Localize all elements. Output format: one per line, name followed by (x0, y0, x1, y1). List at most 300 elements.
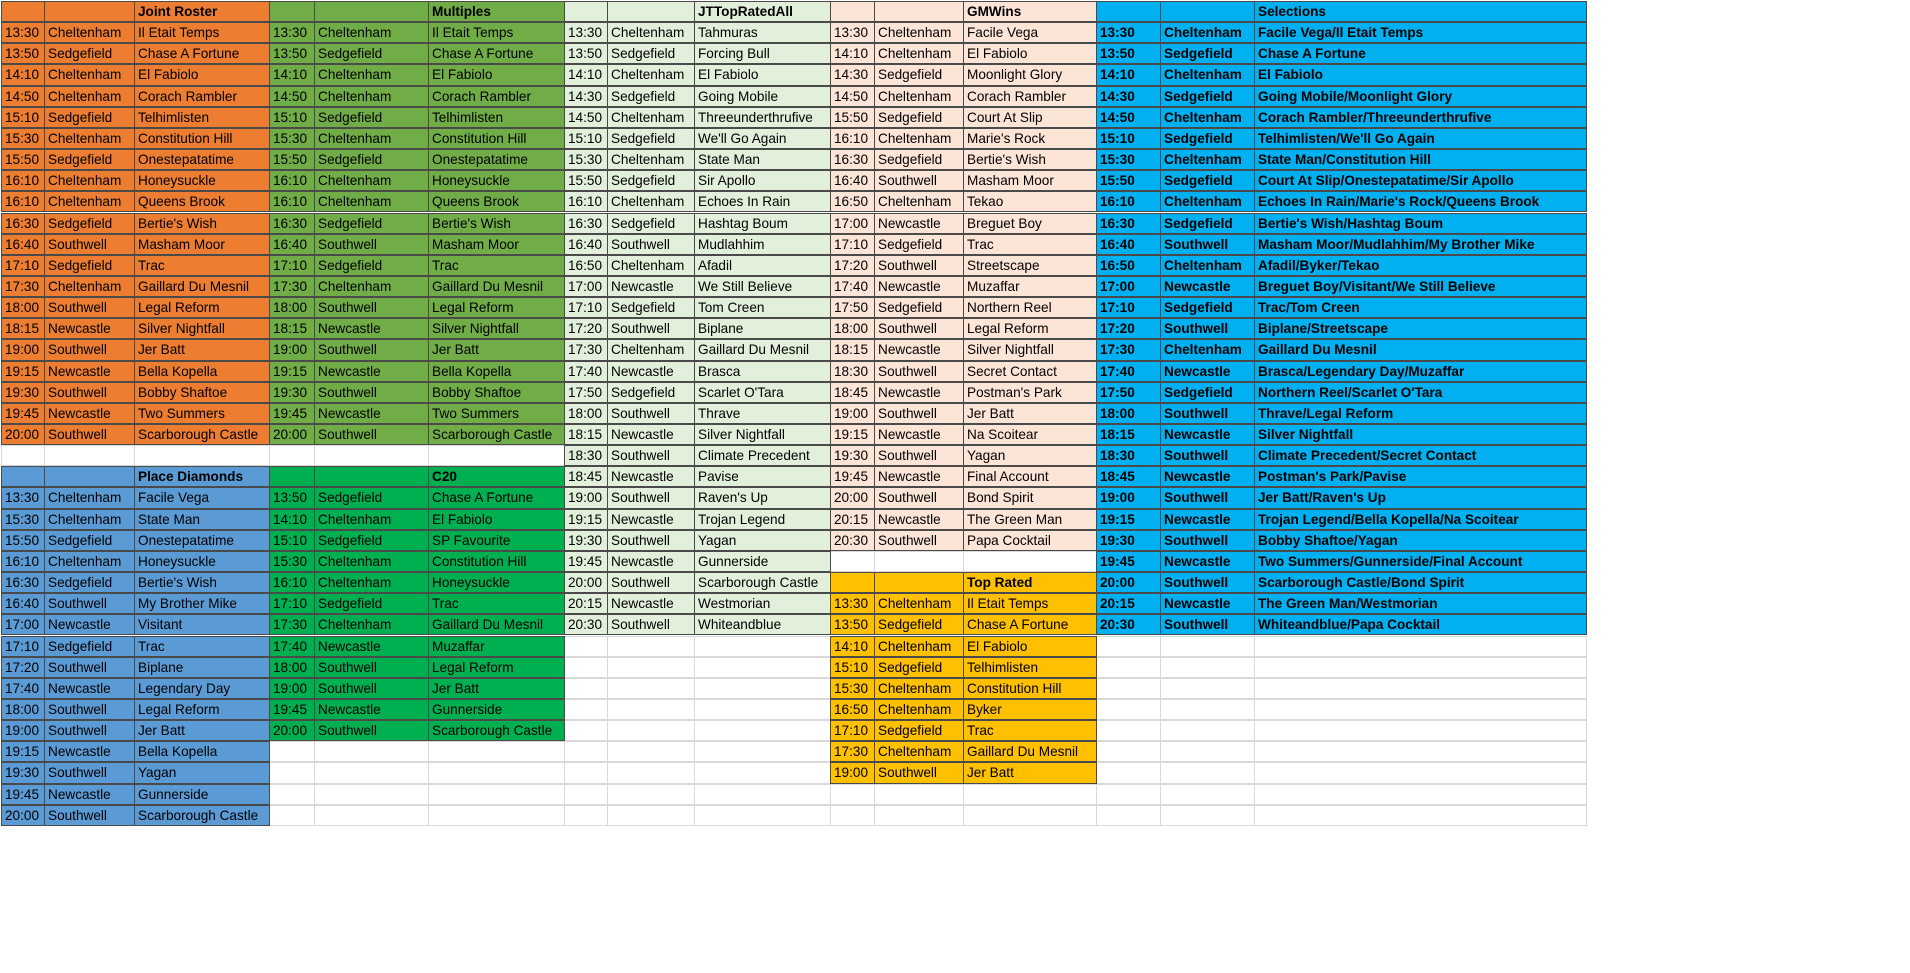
race-time-cell[interactable]: 19:30 (269, 382, 315, 403)
course-cell[interactable]: Cheltenham (607, 339, 695, 360)
course-cell[interactable]: Cheltenham (44, 170, 135, 191)
race-time-cell[interactable]: 18:30 (1096, 445, 1161, 466)
horse-cell[interactable]: Breguet Boy/Visitant/We Still Believe (1254, 276, 1587, 297)
empty-cell[interactable] (564, 784, 608, 805)
race-time-cell[interactable]: 18:00 (564, 403, 608, 424)
horse-cell[interactable]: Onestepatatime (428, 149, 565, 170)
horse-cell[interactable]: Echoes In Rain/Marie's Rock/Queens Brook (1254, 191, 1587, 212)
race-time-cell[interactable]: 20:15 (564, 593, 608, 614)
horse-cell[interactable]: Scarborough Castle (134, 805, 270, 826)
race-time-cell[interactable]: 18:15 (1096, 424, 1161, 445)
horse-cell[interactable]: Masham Moor (134, 234, 270, 255)
horse-cell[interactable]: Northern Reel (963, 297, 1097, 318)
course-cell[interactable]: Cheltenham (874, 191, 964, 212)
race-time-cell[interactable]: 19:30 (564, 530, 608, 551)
course-cell[interactable]: Cheltenham (874, 43, 964, 64)
race-time-cell[interactable]: 18:00 (830, 318, 875, 339)
horse-cell[interactable]: Muzaffar (963, 276, 1097, 297)
race-time-cell[interactable]: 19:45 (269, 699, 315, 720)
table-title[interactable]: Multiples (428, 1, 565, 22)
empty-cell[interactable] (314, 741, 429, 762)
course-cell[interactable]: Sedgefield (314, 43, 429, 64)
race-time-cell[interactable]: 19:30 (830, 445, 875, 466)
course-cell[interactable]: Newcastle (874, 509, 964, 530)
horse-cell[interactable]: Biplane/Streetscape (1254, 318, 1587, 339)
course-cell[interactable]: Cheltenham (1160, 107, 1255, 128)
horse-cell[interactable]: Honeysuckle (428, 170, 565, 191)
race-time-cell[interactable]: 16:10 (1, 170, 45, 191)
course-cell[interactable]: Cheltenham (1160, 22, 1255, 43)
course-cell[interactable]: Sedgefield (314, 213, 429, 234)
empty-cell[interactable] (1096, 805, 1161, 826)
race-time-cell[interactable]: 20:30 (830, 530, 875, 551)
race-time-cell[interactable]: 20:30 (564, 614, 608, 635)
horse-cell[interactable]: Afadil/Byker/Tekao (1254, 255, 1587, 276)
table-title[interactable]: Place Diamonds (134, 466, 270, 487)
empty-cell[interactable] (564, 805, 608, 826)
horse-cell[interactable]: Scarlet O'Tara (694, 382, 831, 403)
empty-cell[interactable] (1096, 741, 1161, 762)
empty-cell[interactable] (1254, 699, 1587, 720)
race-time-cell[interactable]: 16:10 (830, 128, 875, 149)
course-cell[interactable]: Southwell (607, 318, 695, 339)
race-time-cell[interactable]: 18:15 (830, 339, 875, 360)
horse-cell[interactable]: Scarborough Castle (134, 424, 270, 445)
course-cell[interactable]: Newcastle (1160, 276, 1255, 297)
course-cell[interactable]: Newcastle (44, 678, 135, 699)
course-cell[interactable]: Newcastle (44, 318, 135, 339)
horse-cell[interactable]: Honeysuckle (428, 572, 565, 593)
race-time-cell[interactable]: 15:30 (830, 678, 875, 699)
course-cell[interactable]: Sedgefield (874, 64, 964, 85)
empty-cell[interactable] (963, 805, 1097, 826)
empty-cell[interactable] (607, 741, 695, 762)
empty-cell[interactable] (830, 805, 875, 826)
horse-cell[interactable]: Corach Rambler (134, 86, 270, 107)
table-title[interactable]: Selections (1254, 1, 1587, 22)
horse-cell[interactable]: Chase A Fortune (428, 43, 565, 64)
race-time-cell[interactable]: 17:40 (1096, 361, 1161, 382)
race-time-cell[interactable]: 14:50 (830, 86, 875, 107)
empty-cell[interactable] (1160, 720, 1255, 741)
course-cell[interactable]: Newcastle (607, 593, 695, 614)
empty-cell[interactable] (1096, 784, 1161, 805)
empty-cell[interactable] (1, 445, 45, 466)
race-time-cell[interactable]: 18:00 (1096, 403, 1161, 424)
course-cell[interactable]: Southwell (1160, 403, 1255, 424)
empty-cell[interactable] (694, 720, 831, 741)
horse-cell[interactable]: Trac (963, 720, 1097, 741)
course-cell[interactable]: Sedgefield (1160, 297, 1255, 318)
empty-cell[interactable] (1096, 720, 1161, 741)
empty-cell[interactable] (694, 741, 831, 762)
race-time-cell[interactable]: 17:20 (830, 255, 875, 276)
horse-cell[interactable]: Gunnerside (694, 551, 831, 572)
horse-cell[interactable]: Bobby Shaftoe (134, 382, 270, 403)
course-cell[interactable]: Sedgefield (874, 297, 964, 318)
race-time-cell[interactable]: 14:30 (1096, 86, 1161, 107)
horse-cell[interactable]: El Fabiolo (1254, 64, 1587, 85)
table-header-cell[interactable] (1, 1, 45, 22)
course-cell[interactable]: Southwell (44, 593, 135, 614)
horse-cell[interactable]: Yagan (694, 530, 831, 551)
course-cell[interactable]: Cheltenham (1160, 255, 1255, 276)
race-time-cell[interactable]: 19:00 (830, 403, 875, 424)
race-time-cell[interactable]: 13:30 (830, 593, 875, 614)
horse-cell[interactable]: Gaillard Du Mesnil (428, 614, 565, 635)
empty-cell[interactable] (874, 551, 964, 572)
horse-cell[interactable]: Legal Reform (963, 318, 1097, 339)
course-cell[interactable]: Sedgefield (874, 657, 964, 678)
horse-cell[interactable]: Bertie's Wish (134, 572, 270, 593)
course-cell[interactable]: Newcastle (1160, 466, 1255, 487)
course-cell[interactable]: Sedgefield (607, 86, 695, 107)
course-cell[interactable]: Cheltenham (874, 636, 964, 657)
course-cell[interactable]: Newcastle (314, 318, 429, 339)
horse-cell[interactable]: Bobby Shaftoe (428, 382, 565, 403)
course-cell[interactable]: Southwell (314, 657, 429, 678)
course-cell[interactable]: Cheltenham (874, 128, 964, 149)
race-time-cell[interactable]: 13:50 (1096, 43, 1161, 64)
course-cell[interactable]: Southwell (44, 657, 135, 678)
course-cell[interactable]: Cheltenham (314, 128, 429, 149)
horse-cell[interactable]: Tom Creen (694, 297, 831, 318)
race-time-cell[interactable]: 19:00 (269, 678, 315, 699)
horse-cell[interactable]: State Man (694, 149, 831, 170)
race-time-cell[interactable]: 19:00 (564, 487, 608, 508)
table-title[interactable]: JTTopRatedAll (694, 1, 831, 22)
course-cell[interactable]: Cheltenham (44, 86, 135, 107)
horse-cell[interactable]: My Brother Mike (134, 593, 270, 614)
empty-cell[interactable] (607, 762, 695, 783)
empty-cell[interactable] (428, 784, 565, 805)
empty-cell[interactable] (694, 784, 831, 805)
race-time-cell[interactable]: 15:10 (1, 107, 45, 128)
race-time-cell[interactable]: 19:30 (1096, 530, 1161, 551)
race-time-cell[interactable]: 18:30 (830, 361, 875, 382)
horse-cell[interactable]: El Fabiolo (963, 43, 1097, 64)
race-time-cell[interactable]: 15:10 (1096, 128, 1161, 149)
race-time-cell[interactable]: 19:45 (830, 466, 875, 487)
course-cell[interactable]: Newcastle (1160, 509, 1255, 530)
course-cell[interactable]: Sedgefield (314, 107, 429, 128)
course-cell[interactable]: Sedgefield (314, 487, 429, 508)
horse-cell[interactable]: Trac (428, 255, 565, 276)
course-cell[interactable]: Southwell (1160, 572, 1255, 593)
empty-cell[interactable] (44, 445, 135, 466)
course-cell[interactable]: Sedgefield (314, 530, 429, 551)
race-time-cell[interactable]: 16:30 (1, 213, 45, 234)
course-cell[interactable]: Southwell (44, 720, 135, 741)
course-cell[interactable]: Southwell (874, 255, 964, 276)
empty-cell[interactable] (564, 699, 608, 720)
empty-cell[interactable] (1160, 741, 1255, 762)
horse-cell[interactable]: Telhimlisten (428, 107, 565, 128)
race-time-cell[interactable]: 17:40 (1, 678, 45, 699)
course-cell[interactable]: Southwell (874, 487, 964, 508)
race-time-cell[interactable]: 15:50 (1, 530, 45, 551)
race-time-cell[interactable]: 16:40 (1, 593, 45, 614)
empty-cell[interactable] (564, 636, 608, 657)
course-cell[interactable]: Southwell (314, 234, 429, 255)
horse-cell[interactable]: We'll Go Again (694, 128, 831, 149)
horse-cell[interactable]: Constitution Hill (134, 128, 270, 149)
horse-cell[interactable]: Masham Moor (428, 234, 565, 255)
race-time-cell[interactable]: 13:50 (830, 614, 875, 635)
course-cell[interactable]: Sedgefield (1160, 382, 1255, 403)
race-time-cell[interactable]: 16:10 (269, 572, 315, 593)
course-cell[interactable]: Cheltenham (1160, 64, 1255, 85)
course-cell[interactable]: Sedgefield (44, 530, 135, 551)
course-cell[interactable]: Cheltenham (607, 22, 695, 43)
empty-cell[interactable] (269, 445, 315, 466)
race-time-cell[interactable]: 19:30 (1, 762, 45, 783)
race-time-cell[interactable]: 19:15 (269, 361, 315, 382)
horse-cell[interactable]: Going Mobile (694, 86, 831, 107)
course-cell[interactable]: Southwell (44, 382, 135, 403)
course-cell[interactable]: Southwell (1160, 614, 1255, 635)
race-time-cell[interactable]: 18:15 (1, 318, 45, 339)
horse-cell[interactable]: Masham Moor/Mudlahhim/My Brother Mike (1254, 234, 1587, 255)
course-cell[interactable]: Newcastle (44, 614, 135, 635)
table-header-cell[interactable] (1, 466, 45, 487)
horse-cell[interactable]: Threeunderthrufive (694, 107, 831, 128)
race-time-cell[interactable]: 14:10 (1096, 64, 1161, 85)
race-time-cell[interactable]: 14:10 (269, 509, 315, 530)
empty-cell[interactable] (1096, 678, 1161, 699)
course-cell[interactable]: Southwell (607, 487, 695, 508)
horse-cell[interactable]: Bella Kopella (428, 361, 565, 382)
race-time-cell[interactable]: 15:30 (1096, 149, 1161, 170)
course-cell[interactable]: Cheltenham (44, 487, 135, 508)
course-cell[interactable]: Sedgefield (44, 255, 135, 276)
horse-cell[interactable]: State Man/Constitution Hill (1254, 149, 1587, 170)
empty-cell[interactable] (314, 784, 429, 805)
race-time-cell[interactable]: 15:30 (564, 149, 608, 170)
race-time-cell[interactable]: 19:00 (1, 339, 45, 360)
horse-cell[interactable]: Byker (963, 699, 1097, 720)
race-time-cell[interactable]: 18:15 (269, 318, 315, 339)
race-time-cell[interactable]: 17:40 (830, 276, 875, 297)
horse-cell[interactable]: Bella Kopella (134, 741, 270, 762)
horse-cell[interactable]: Legal Reform (428, 657, 565, 678)
race-time-cell[interactable]: 19:15 (1096, 509, 1161, 530)
table-title[interactable]: C20 (428, 466, 565, 487)
race-time-cell[interactable]: 13:50 (564, 43, 608, 64)
race-time-cell[interactable]: 17:50 (830, 297, 875, 318)
course-cell[interactable]: Cheltenham (44, 22, 135, 43)
race-time-cell[interactable]: 17:50 (564, 382, 608, 403)
race-time-cell[interactable]: 14:30 (564, 86, 608, 107)
horse-cell[interactable]: Scarborough Castle (428, 720, 565, 741)
race-time-cell[interactable]: 15:30 (269, 128, 315, 149)
horse-cell[interactable]: Tahmuras (694, 22, 831, 43)
race-time-cell[interactable]: 16:10 (1, 191, 45, 212)
course-cell[interactable]: Southwell (1160, 445, 1255, 466)
race-time-cell[interactable]: 18:15 (564, 424, 608, 445)
horse-cell[interactable]: Tekao (963, 191, 1097, 212)
horse-cell[interactable]: State Man (134, 509, 270, 530)
horse-cell[interactable]: Northern Reel/Scarlet O'Tara (1254, 382, 1587, 403)
course-cell[interactable]: Cheltenham (44, 551, 135, 572)
horse-cell[interactable]: Bertie's Wish (963, 149, 1097, 170)
race-time-cell[interactable]: 18:45 (1096, 466, 1161, 487)
empty-cell[interactable] (1160, 699, 1255, 720)
horse-cell[interactable]: Final Account (963, 466, 1097, 487)
race-time-cell[interactable]: 17:10 (1096, 297, 1161, 318)
horse-cell[interactable]: Chase A Fortune (428, 487, 565, 508)
horse-cell[interactable]: Onestepatatime (134, 149, 270, 170)
course-cell[interactable]: Sedgefield (1160, 86, 1255, 107)
horse-cell[interactable]: Silver Nightfall (694, 424, 831, 445)
course-cell[interactable]: Southwell (607, 445, 695, 466)
horse-cell[interactable]: Chase A Fortune (963, 614, 1097, 635)
empty-cell[interactable] (830, 551, 875, 572)
course-cell[interactable]: Southwell (314, 424, 429, 445)
course-cell[interactable]: Southwell (44, 234, 135, 255)
horse-cell[interactable]: Queens Brook (428, 191, 565, 212)
empty-cell[interactable] (314, 445, 429, 466)
race-time-cell[interactable]: 20:00 (269, 424, 315, 445)
empty-cell[interactable] (1160, 762, 1255, 783)
course-cell[interactable]: Southwell (1160, 487, 1255, 508)
horse-cell[interactable]: Corach Rambler/Threeunderthrufive (1254, 107, 1587, 128)
course-cell[interactable]: Southwell (607, 572, 695, 593)
course-cell[interactable]: Cheltenham (314, 276, 429, 297)
empty-cell[interactable] (1254, 741, 1587, 762)
horse-cell[interactable]: Mudlahhim (694, 234, 831, 255)
empty-cell[interactable] (963, 784, 1097, 805)
course-cell[interactable]: Newcastle (1160, 551, 1255, 572)
empty-cell[interactable] (428, 762, 565, 783)
race-time-cell[interactable]: 14:10 (269, 64, 315, 85)
empty-cell[interactable] (564, 678, 608, 699)
course-cell[interactable]: Newcastle (1160, 593, 1255, 614)
horse-cell[interactable]: Two Summers/Gunnerside/Final Account (1254, 551, 1587, 572)
race-time-cell[interactable]: 17:00 (830, 213, 875, 234)
course-cell[interactable]: Newcastle (314, 361, 429, 382)
course-cell[interactable]: Sedgefield (607, 128, 695, 149)
horse-cell[interactable]: Constitution Hill (428, 128, 565, 149)
race-time-cell[interactable]: 14:50 (269, 86, 315, 107)
horse-cell[interactable]: Bond Spirit (963, 487, 1097, 508)
race-time-cell[interactable]: 15:30 (1, 509, 45, 530)
race-time-cell[interactable]: 15:10 (830, 657, 875, 678)
table-header-cell[interactable] (874, 1, 964, 22)
race-time-cell[interactable]: 19:15 (1, 361, 45, 382)
empty-cell[interactable] (694, 678, 831, 699)
horse-cell[interactable]: Thrave (694, 403, 831, 424)
empty-cell[interactable] (694, 699, 831, 720)
race-time-cell[interactable]: 16:40 (1, 234, 45, 255)
course-cell[interactable]: Cheltenham (874, 678, 964, 699)
course-cell[interactable]: Cheltenham (44, 509, 135, 530)
horse-cell[interactable]: Facile Vega (134, 487, 270, 508)
race-time-cell[interactable]: 16:50 (830, 191, 875, 212)
empty-cell[interactable] (607, 657, 695, 678)
horse-cell[interactable]: Silver Nightfall (1254, 424, 1587, 445)
horse-cell[interactable]: Masham Moor (963, 170, 1097, 191)
race-time-cell[interactable]: 20:00 (1, 424, 45, 445)
empty-cell[interactable] (564, 657, 608, 678)
horse-cell[interactable]: The Green Man (963, 509, 1097, 530)
horse-cell[interactable]: El Fabiolo (694, 64, 831, 85)
horse-cell[interactable]: Honeysuckle (134, 170, 270, 191)
race-time-cell[interactable]: 17:30 (269, 614, 315, 635)
course-cell[interactable]: Southwell (44, 297, 135, 318)
empty-cell[interactable] (134, 445, 270, 466)
course-cell[interactable]: Sedgefield (874, 149, 964, 170)
horse-cell[interactable]: Trac (428, 593, 565, 614)
course-cell[interactable]: Newcastle (607, 466, 695, 487)
horse-cell[interactable]: Two Summers (428, 403, 565, 424)
horse-cell[interactable]: Moonlight Glory (963, 64, 1097, 85)
horse-cell[interactable]: Il Etait Temps (428, 22, 565, 43)
race-time-cell[interactable]: 16:30 (1, 572, 45, 593)
horse-cell[interactable]: Two Summers (134, 403, 270, 424)
horse-cell[interactable]: Scarborough Castle/Bond Spirit (1254, 572, 1587, 593)
course-cell[interactable]: Southwell (874, 318, 964, 339)
horse-cell[interactable]: Telhimlisten/We'll Go Again (1254, 128, 1587, 149)
horse-cell[interactable]: Court At Slip (963, 107, 1097, 128)
race-time-cell[interactable]: 16:10 (1096, 191, 1161, 212)
course-cell[interactable]: Cheltenham (607, 107, 695, 128)
horse-cell[interactable]: Whiteandblue (694, 614, 831, 635)
horse-cell[interactable]: Trac (134, 255, 270, 276)
empty-cell[interactable] (607, 784, 695, 805)
horse-cell[interactable]: Gaillard Du Mesnil (963, 741, 1097, 762)
empty-cell[interactable] (830, 784, 875, 805)
horse-cell[interactable]: Legal Reform (428, 297, 565, 318)
race-time-cell[interactable]: 17:40 (269, 636, 315, 657)
course-cell[interactable]: Southwell (1160, 234, 1255, 255)
empty-cell[interactable] (428, 445, 565, 466)
horse-cell[interactable]: Hashtag Boum (694, 213, 831, 234)
course-cell[interactable]: Cheltenham (607, 64, 695, 85)
race-time-cell[interactable]: 17:10 (830, 234, 875, 255)
horse-cell[interactable]: Postman's Park/Pavise (1254, 466, 1587, 487)
race-time-cell[interactable]: 19:15 (830, 424, 875, 445)
course-cell[interactable]: Sedgefield (44, 636, 135, 657)
horse-cell[interactable]: Yagan (134, 762, 270, 783)
horse-cell[interactable]: Facile Vega/Il Etait Temps (1254, 22, 1587, 43)
race-time-cell[interactable]: 17:10 (269, 593, 315, 614)
horse-cell[interactable]: Honeysuckle (134, 551, 270, 572)
race-time-cell[interactable]: 17:20 (1096, 318, 1161, 339)
course-cell[interactable]: Sedgefield (607, 213, 695, 234)
race-time-cell[interactable]: 16:50 (1096, 255, 1161, 276)
course-cell[interactable]: Southwell (44, 699, 135, 720)
empty-cell[interactable] (874, 784, 964, 805)
course-cell[interactable]: Sedgefield (314, 255, 429, 276)
course-cell[interactable]: Southwell (1160, 318, 1255, 339)
race-time-cell[interactable]: 17:10 (1, 636, 45, 657)
horse-cell[interactable]: Pavise (694, 466, 831, 487)
race-time-cell[interactable]: 16:50 (830, 699, 875, 720)
race-time-cell[interactable]: 16:10 (269, 191, 315, 212)
empty-cell[interactable] (1096, 762, 1161, 783)
race-time-cell[interactable]: 20:00 (269, 720, 315, 741)
race-time-cell[interactable]: 18:30 (564, 445, 608, 466)
empty-cell[interactable] (1254, 657, 1587, 678)
race-time-cell[interactable]: 19:00 (1096, 487, 1161, 508)
horse-cell[interactable]: Westmorian (694, 593, 831, 614)
race-time-cell[interactable]: 14:10 (1, 64, 45, 85)
horse-cell[interactable]: Biplane (134, 657, 270, 678)
horse-cell[interactable]: Bertie's Wish (428, 213, 565, 234)
race-time-cell[interactable]: 20:00 (1, 805, 45, 826)
race-time-cell[interactable]: 18:00 (269, 657, 315, 678)
